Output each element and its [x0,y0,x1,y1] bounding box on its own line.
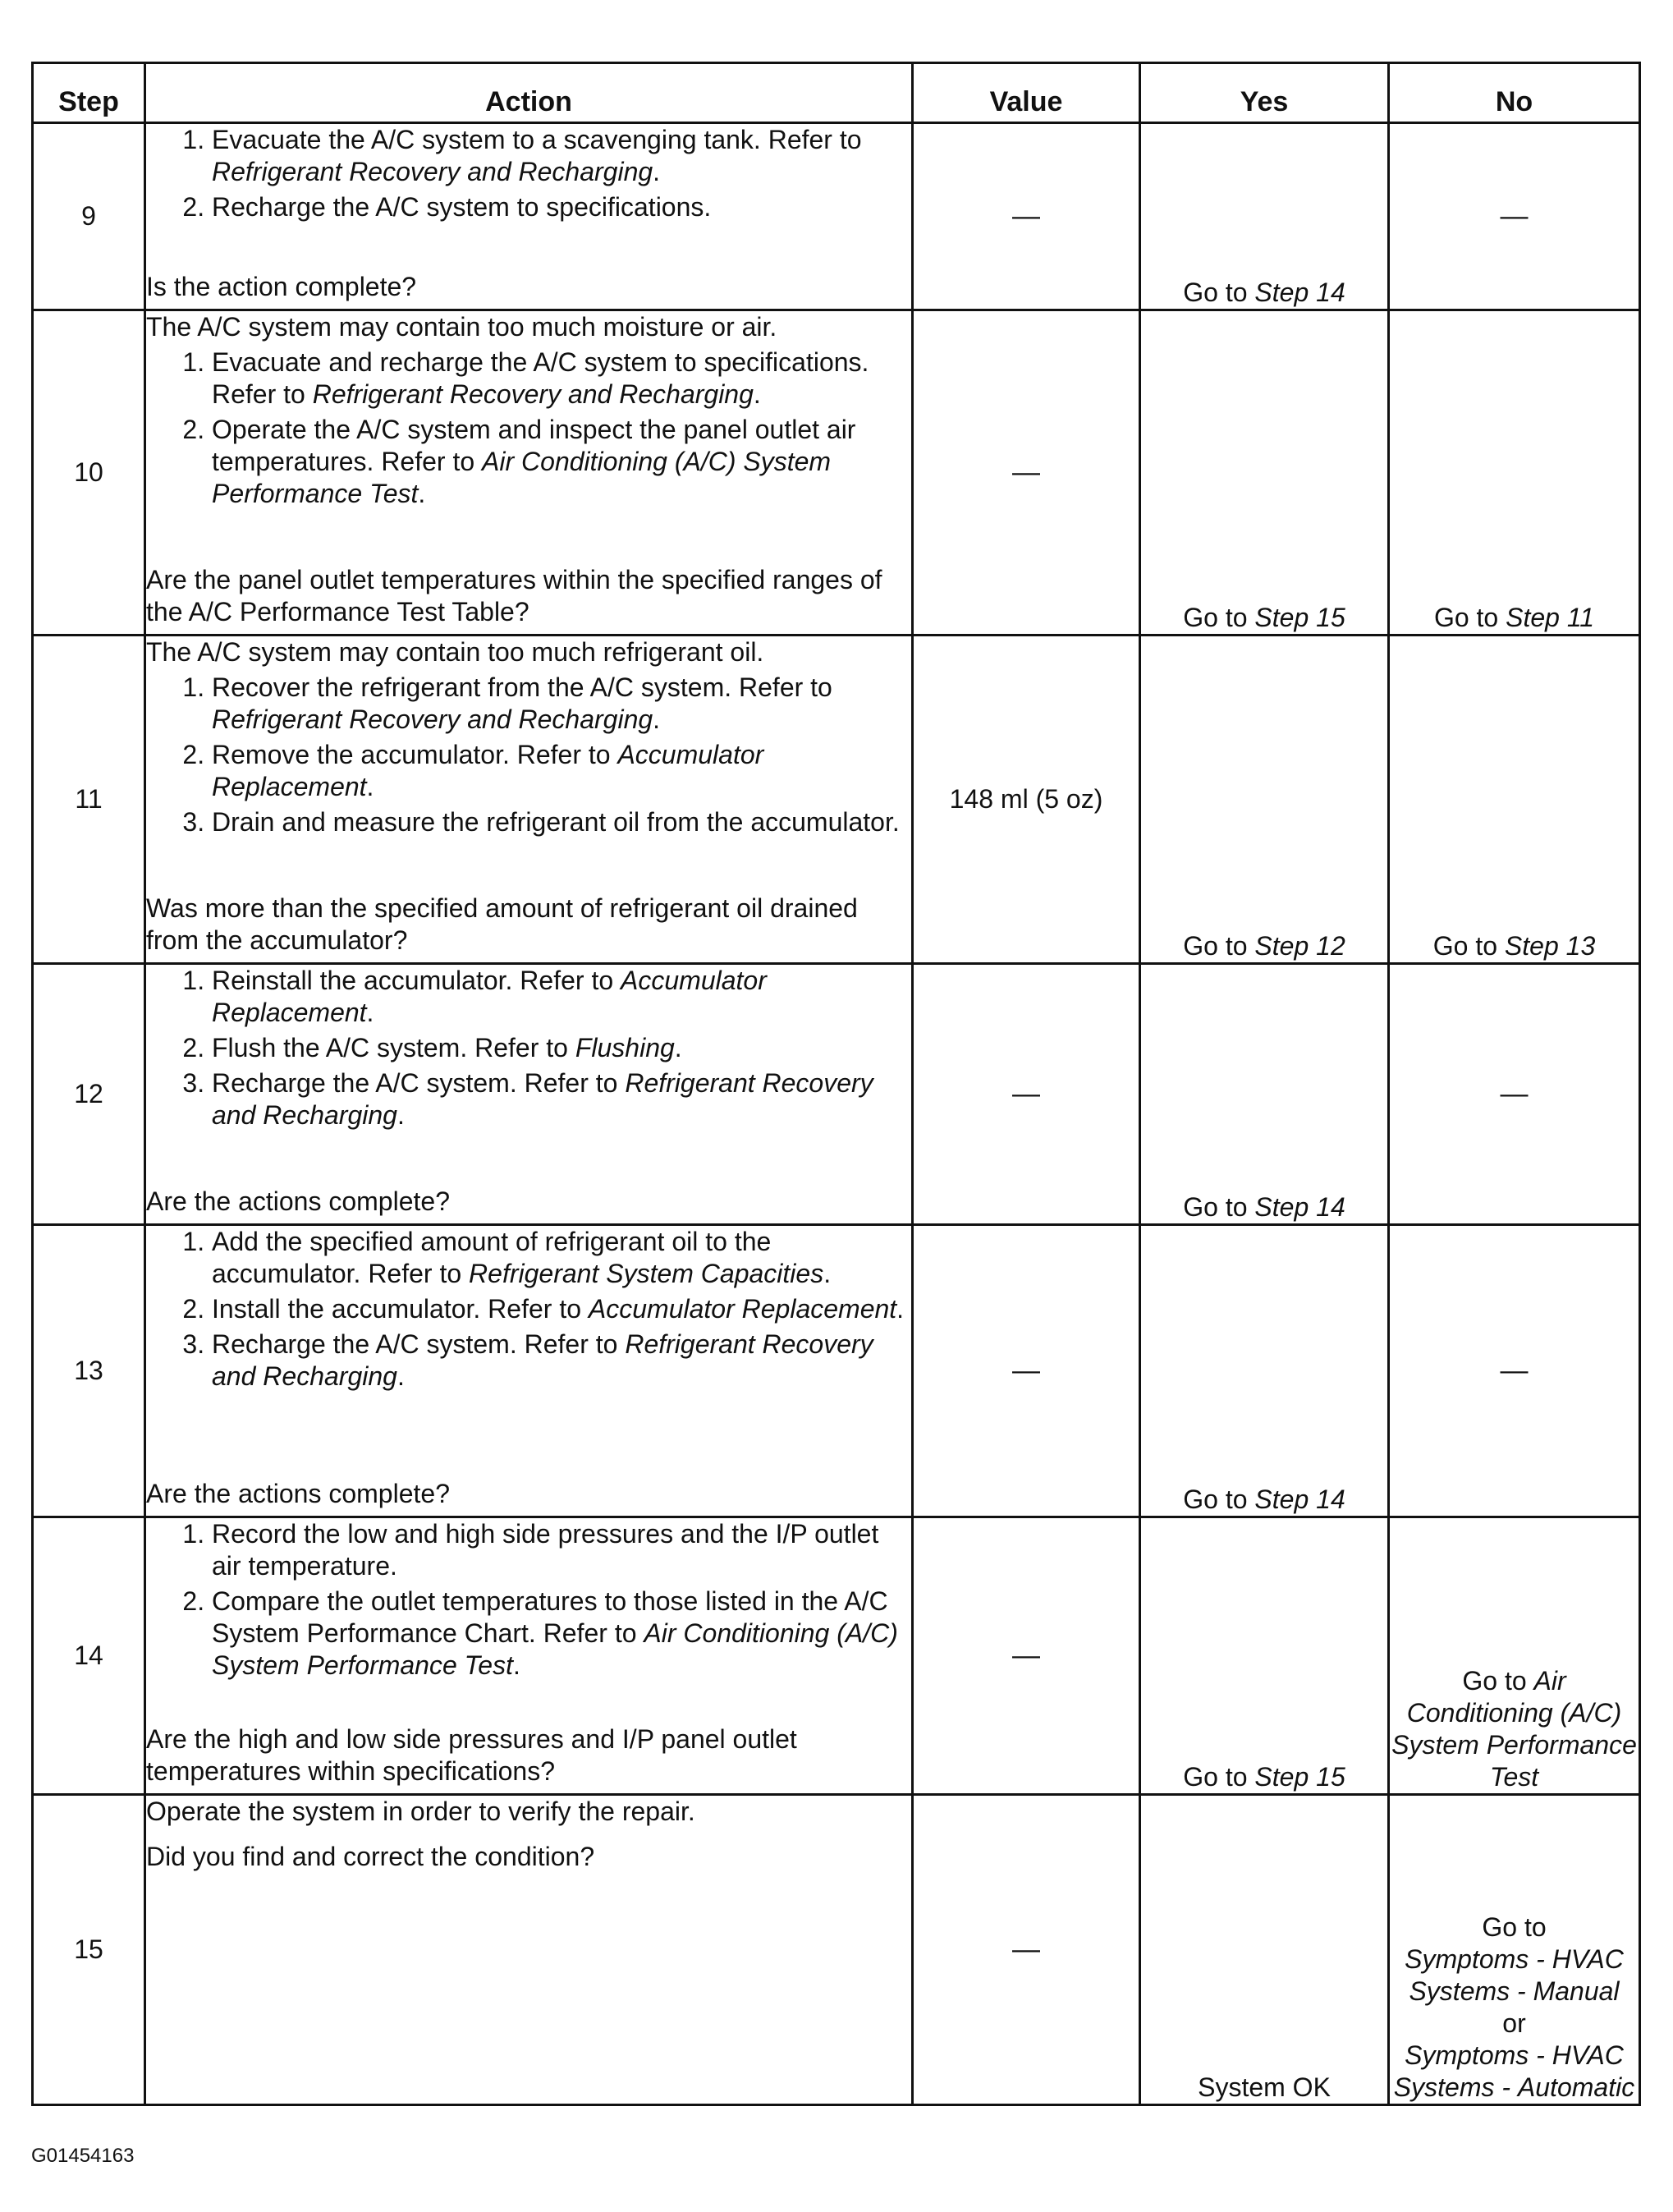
value-cell: — [913,1517,1140,1795]
action-question: Are the high and low side pressures and I/P panel outlet temperatures within specifications? [146,1724,797,1786]
action-intro: The A/C system may contain too much refrigerant oil. [146,637,764,667]
step-number: 12 [33,964,145,1225]
step-number: 11 [33,636,145,964]
yes-cell: Go to Step 14 [1140,964,1389,1225]
action-intro: The A/C system may contain too much moisture or air. [146,312,777,342]
action-item: 2. Install the accumulator. Refer to Accumulator Replacement. [212,1293,911,1325]
table-row-step-10 [33,310,1640,636]
action-item: 1. Recover the refrigerant from the A/C system. Refer to Refrigerant Recovery and Recharging. [212,672,911,736]
no-step-link: Step 13 [1504,931,1596,961]
action-cell [145,636,913,964]
table-row-step-9 [33,123,1640,310]
action-item: 3. Recharge the A/C system. Refer to Refrigerant Recovery and Recharging. [212,1067,911,1131]
action-question: Are the actions complete? [146,1186,450,1216]
action-item: 3. Drain and measure the refrigerant oil from the accumulator. [212,806,911,838]
no-cell: — [1389,964,1640,1225]
table-row-step-11 [33,636,1640,964]
no-cell: Go to Step 11 [1389,310,1640,636]
no-cell: — [1389,123,1640,310]
table-header-row [33,63,1640,123]
yes-step-link: Step 14 [1254,1192,1345,1222]
value-cell: — [913,964,1140,1225]
header-step: Step [33,63,145,123]
yes-step-link: Step 14 [1254,278,1345,307]
no-cell: — [1389,1225,1640,1517]
action-cell [145,1795,913,2105]
action-list [146,346,911,513]
value-cell: — [913,310,1140,636]
yes-cell: Go to Step 15 [1140,1517,1389,1795]
value-cell: 148 ml (5 oz) [913,636,1140,964]
step-number: 13 [33,1225,145,1517]
action-item: 2. Recharge the A/C system to specifications. [212,191,911,223]
figure-id: G01454163 [31,2145,135,2167]
no-cell: Go to Symptoms - HVAC Systems - Manual or Symptoms - HVAC Systems - Automatic [1389,1795,1640,2105]
header-yes: Yes [1140,63,1389,123]
diagnostic-table [31,62,1641,2106]
yes-step-link: Step 12 [1254,931,1345,961]
action-item: 3. Recharge the A/C system. Refer to Refrigerant Recovery and Recharging. [212,1329,911,1393]
value-cell: — [913,1795,1140,2105]
action-item: 1. Evacuate and recharge the A/C system to specifications. Refer to Refrigerant Recovery and Recharging. [212,346,911,411]
yes-cell: Go to Step 15 [1140,310,1389,636]
action-list [146,1518,911,1685]
step-number: 15 [33,1795,145,2105]
table-row-step-15 [33,1795,1640,2105]
action-item: 2. Remove the accumulator. Refer to Accumulator Replacement. [212,739,911,803]
action-item: 2. Flush the A/C system. Refer to Flushing. [212,1032,911,1064]
action-question: Are the panel outlet temperatures within the specified ranges of the A/C Performance Test Table? [146,565,882,626]
no-cell: Go to Step 13 [1389,636,1640,964]
value-cell: — [913,123,1140,310]
table-row-step-14 [33,1517,1640,1795]
action-list [146,965,911,1135]
action-cell [145,123,913,310]
action-item: 1. Add the specified amount of refrigerant oil to the accumulator. Refer to Refrigerant System Capacities. [212,1226,911,1290]
action-list [146,672,911,842]
header-no: No [1389,63,1640,123]
action-item: 2. Compare the outlet temperatures to those listed in the A/C System Performance Chart. Refer to Air Conditioning (A/C) System Performance Test. [212,1586,911,1682]
table-row-step-12 [33,964,1640,1225]
action-question: Was more than the specified amount of refrigerant oil drained from the accumulator? [146,893,858,955]
action-item: 1. Evacuate the A/C system to a scavenging tank. Refer to Refrigerant Recovery and Recharging. [212,124,911,188]
yes-cell: Go to Step 14 [1140,123,1389,310]
action-cell [145,1517,913,1795]
yes-cell: Go to Step 12 [1140,636,1389,964]
value-cell: — [913,1225,1140,1517]
action-intro: Operate the system in order to verify the repair. [146,1797,695,1826]
diagnostic-table-container [31,62,1639,2106]
no-step-link: Step 11 [1506,603,1595,632]
header-value: Value [913,63,1140,123]
action-item: 1. Reinstall the accumulator. Refer to Accumulator Replacement. [212,965,911,1029]
yes-step-link: Step 15 [1254,1762,1345,1792]
action-list [146,1226,911,1396]
yes-step-link: Step 15 [1254,603,1345,632]
no-cell: Go to Air Conditioning (A/C) System Performance Test [1389,1517,1640,1795]
step-number: 14 [33,1517,145,1795]
action-cell [145,310,913,636]
action-cell [145,964,913,1225]
action-list [146,124,911,227]
action-question: Are the actions complete? [146,1479,450,1508]
header-action: Action [145,63,913,123]
action-cell [145,1225,913,1517]
step-number: 10 [33,310,145,636]
step-number: 9 [33,123,145,310]
yes-cell: Go to Step 14 [1140,1225,1389,1517]
table-row-step-13 [33,1225,1640,1517]
yes-cell: System OK [1140,1795,1389,2105]
action-question: Is the action complete? [146,272,417,301]
yes-step-link: Step 14 [1254,1485,1345,1514]
action-item: 2. Operate the A/C system and inspect the panel outlet air temperatures. Refer to Air Conditioning (A/C) System Performance Test. [212,414,911,510]
action-question: Did you find and correct the condition? [146,1842,595,1871]
action-item: 1. Record the low and high side pressures and the I/P outlet air temperature. [212,1518,911,1582]
